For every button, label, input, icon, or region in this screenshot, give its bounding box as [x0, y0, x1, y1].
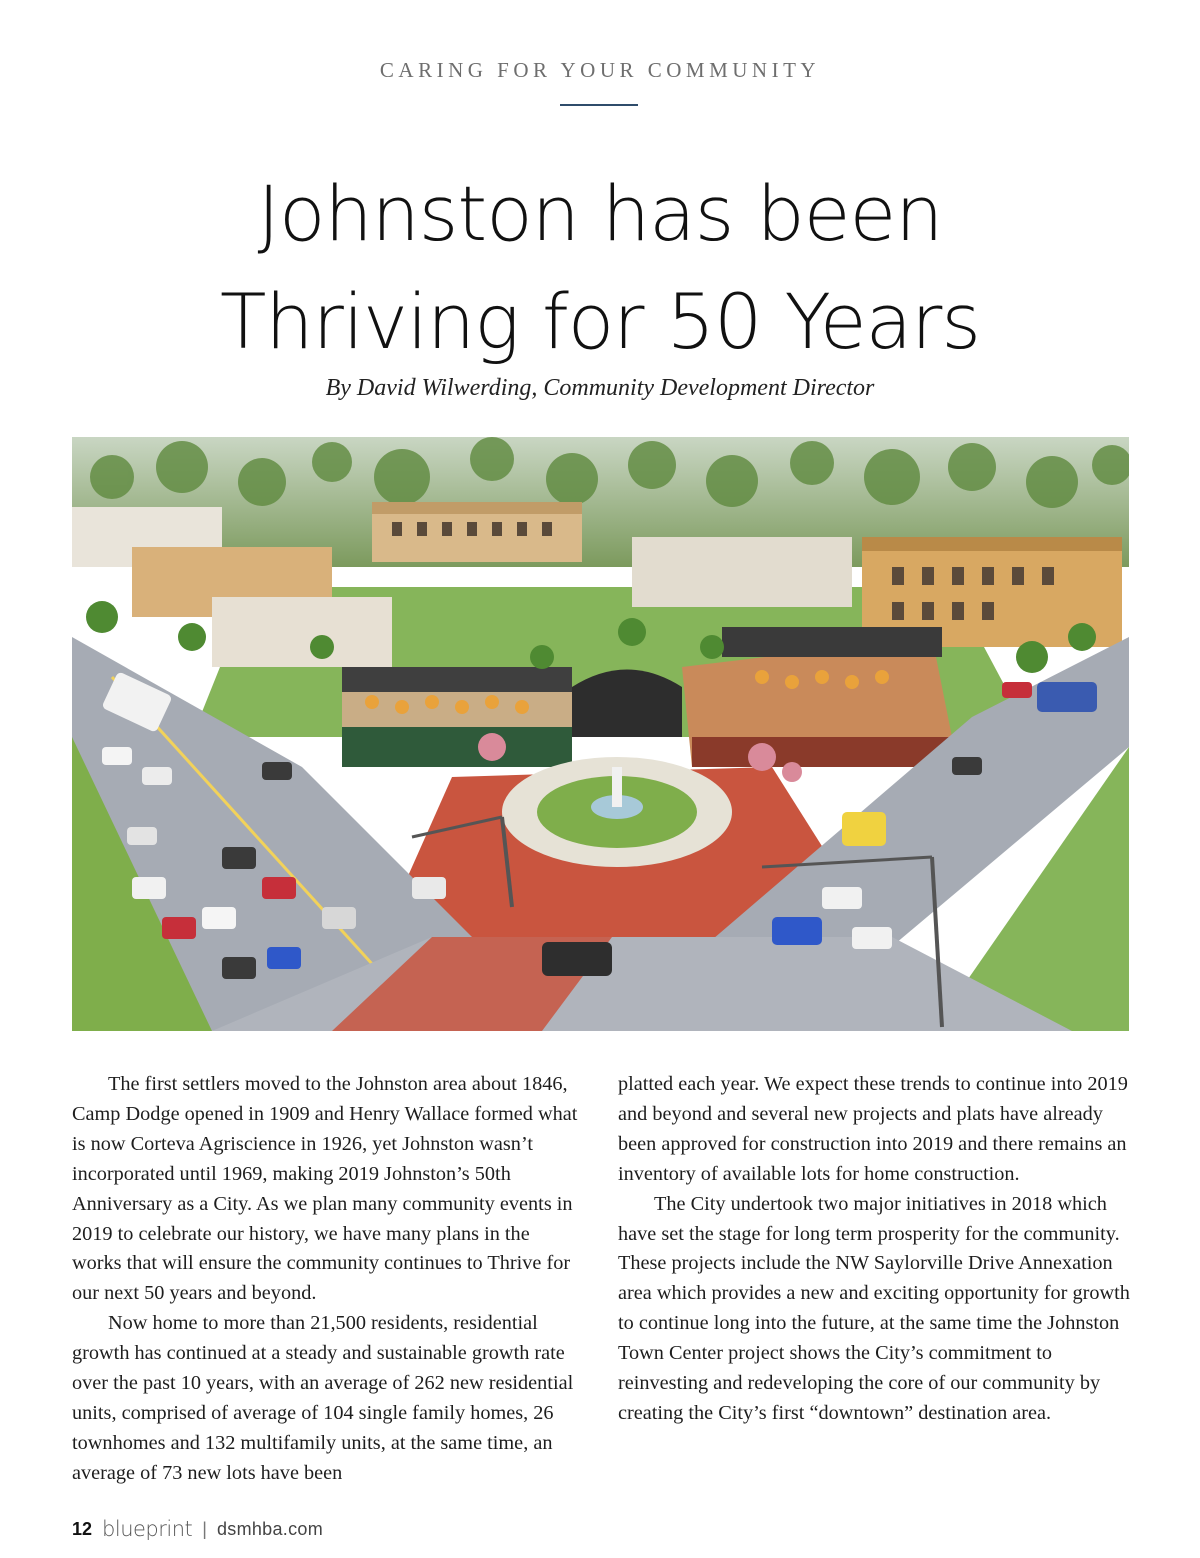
article-column-right	[618, 1070, 1130, 1429]
title-line-2: Thriving for 50 Years	[219, 277, 980, 366]
paragraph: platted each year. We expect these trends to continue into 2019 and beyond and several new projects and plats have already been approved for construction into 2019 and there remains an inventory of available lots for home construction.	[618, 1073, 1128, 1185]
paragraph: The City undertook two major initiatives in 2018 which have set the stage for long term prosperity for the community. These projects include the NW Saylorville Drive Annexation area which provides a new and exciting opportunity for growth to continue long into the future, at the same time the Johnston Town Center project shows the City’s commitment to reinvesting and redeveloping the core of our community by creating the City’s first “downtown” destination area.	[618, 1192, 1130, 1424]
page-number: 12	[72, 1518, 93, 1539]
page-title	[0, 160, 1200, 376]
kicker-divider	[560, 104, 638, 106]
footer-separator: |	[202, 1518, 207, 1539]
article-column-left	[72, 1070, 584, 1489]
town-center-rendering	[72, 437, 1129, 1031]
title-line-1: Johnston has been	[257, 169, 943, 258]
page-footer	[72, 1514, 323, 1544]
publication-logo: blueprint	[102, 1517, 193, 1541]
paragraph: The first settlers moved to the Johnston area about 1846, Camp Dodge opened in 1909 and Henry Wallace formed what is now Corteva Agriscience in 1926, yet Johnston wasn’t incorporated until 1969, making 2019 Johnston’s 50th Anniversary as a City. As we plan many community events in 2019 to celebrate our history, we have many plans in the works that will ensure the community continues to Thrive for our next 50 years and beyond.	[72, 1073, 578, 1305]
section-kicker: CARING FOR YOUR COMMUNITY	[379, 58, 821, 82]
website-link[interactable]: dsmhba.com	[216, 1518, 324, 1539]
byline: By David Wilwerding, Community Development Director	[325, 375, 875, 401]
paragraph: Now home to more than 21,500 residents, residential growth has continued at a steady and sustainable growth rate over the past 10 years, with an average of 262 new residential units, comprised of average of 104 single family homes, 26 townhomes and 132 multifamily units, at the same time, an average of 73 new lots have been	[72, 1312, 574, 1484]
